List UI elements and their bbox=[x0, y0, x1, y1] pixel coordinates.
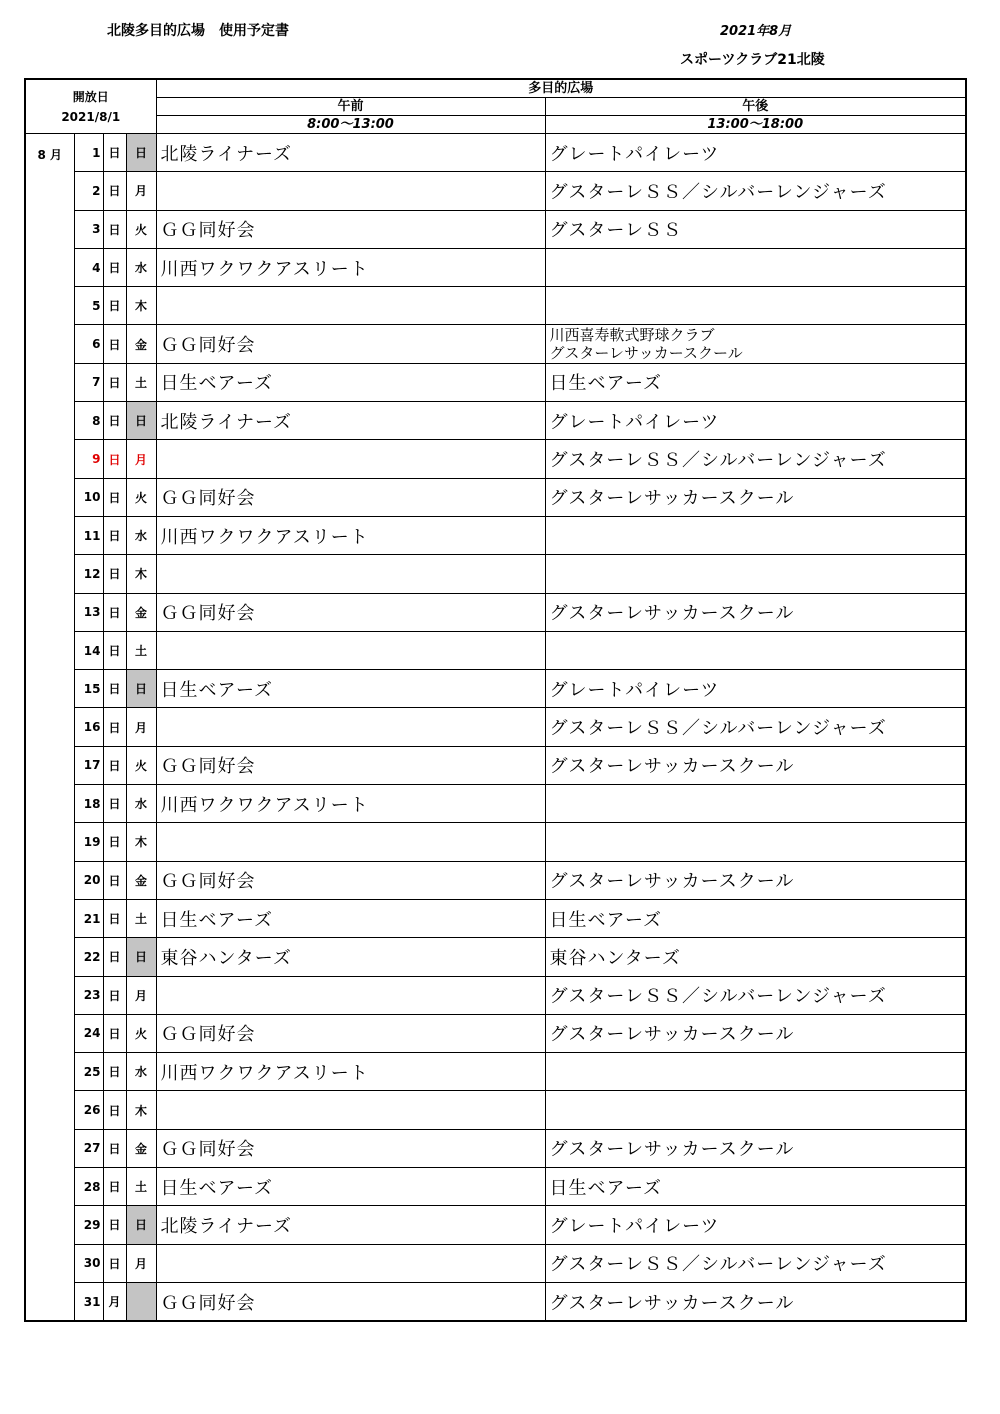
organization-name: スポーツクラブ21北陵 bbox=[680, 52, 825, 68]
am-event bbox=[156, 631, 545, 669]
day-number: 29 bbox=[74, 1206, 103, 1244]
day-number: 25 bbox=[74, 1053, 103, 1091]
day-number: 30 bbox=[74, 1244, 103, 1282]
am-time-header: 8:00～13:00 bbox=[156, 116, 545, 134]
day-suffix: 日 bbox=[103, 248, 126, 286]
pm-event bbox=[545, 248, 966, 286]
am-event: 川西ワクワクアスリート bbox=[156, 785, 545, 823]
day-number: 27 bbox=[74, 1129, 103, 1167]
table-row bbox=[25, 593, 966, 631]
pm-event: グスターレＳＳ bbox=[545, 210, 966, 248]
pm-event: グスターレサッカースクール bbox=[545, 1282, 966, 1321]
day-suffix: 日 bbox=[103, 210, 126, 248]
weekday-cell: 月 bbox=[126, 708, 156, 746]
pm-event: グスターレサッカースクール bbox=[545, 861, 966, 899]
weekday-cell: 日 bbox=[126, 938, 156, 976]
weekday-cell: 土 bbox=[126, 363, 156, 401]
day-number: 9 bbox=[74, 440, 103, 478]
day-suffix: 日 bbox=[103, 325, 126, 363]
table-row bbox=[25, 1129, 966, 1167]
weekday-cell: 日 bbox=[126, 670, 156, 708]
weekday-cell: 日 bbox=[126, 1206, 156, 1244]
day-number: 14 bbox=[74, 631, 103, 669]
table-row bbox=[25, 1168, 966, 1206]
pm-event bbox=[545, 1053, 966, 1091]
am-event: ＧＧ同好会 bbox=[156, 1014, 545, 1052]
weekday-cell: 月 bbox=[126, 440, 156, 478]
day-suffix: 日 bbox=[103, 516, 126, 554]
weekday-cell: 日 bbox=[126, 134, 156, 172]
weekday-cell: 金 bbox=[126, 1129, 156, 1167]
day-suffix: 日 bbox=[103, 1168, 126, 1206]
pm-event: グスターレサッカースクール bbox=[545, 1014, 966, 1052]
table-row bbox=[25, 402, 966, 440]
day-number: 28 bbox=[74, 1168, 103, 1206]
pm-event: グスターレＳＳ／シルバーレンジャーズ bbox=[545, 708, 966, 746]
am-event: ＧＧ同好会 bbox=[156, 1129, 545, 1167]
pm-event: 東谷ハンターズ bbox=[545, 938, 966, 976]
day-suffix: 日 bbox=[103, 593, 126, 631]
am-event bbox=[156, 1244, 545, 1282]
am-event bbox=[156, 555, 545, 593]
day-number: 18 bbox=[74, 785, 103, 823]
schedule-table bbox=[24, 78, 967, 1322]
pm-event bbox=[545, 1091, 966, 1129]
pm-event: グスターレサッカースクール bbox=[545, 593, 966, 631]
day-number: 5 bbox=[74, 287, 103, 325]
pm-header: 午後 bbox=[545, 98, 966, 116]
day-suffix: 月 bbox=[103, 1282, 126, 1321]
table-row bbox=[25, 746, 966, 784]
day-number: 3 bbox=[74, 210, 103, 248]
pm-event bbox=[545, 555, 966, 593]
table-row bbox=[25, 670, 966, 708]
pm-event: グレートパイレーツ bbox=[545, 402, 966, 440]
am-event: 日生ベアーズ bbox=[156, 363, 545, 401]
weekday-cell: 水 bbox=[126, 516, 156, 554]
pm-event: グスターレＳＳ／シルバーレンジャーズ bbox=[545, 976, 966, 1014]
weekday-cell: 木 bbox=[126, 287, 156, 325]
day-suffix: 日 bbox=[103, 1129, 126, 1167]
day-suffix: 日 bbox=[103, 631, 126, 669]
am-event bbox=[156, 287, 545, 325]
day-suffix: 日 bbox=[103, 861, 126, 899]
am-event: 日生ベアーズ bbox=[156, 670, 545, 708]
table-row bbox=[25, 248, 966, 286]
weekday-cell: 水 bbox=[126, 248, 156, 286]
am-event: ＧＧ同好会 bbox=[156, 325, 545, 363]
weekday-cell: 金 bbox=[126, 861, 156, 899]
open-day-label: 開放日 bbox=[72, 89, 109, 104]
am-event bbox=[156, 1091, 545, 1129]
am-event: ＧＧ同好会 bbox=[156, 746, 545, 784]
day-suffix: 日 bbox=[103, 478, 126, 516]
pm-event: グスターレＳＳ／シルバーレンジャーズ bbox=[545, 1244, 966, 1282]
pm-event: グレートパイレーツ bbox=[545, 134, 966, 172]
weekday-cell bbox=[126, 1282, 156, 1321]
weekday-cell: 木 bbox=[126, 823, 156, 861]
am-event: 東谷ハンターズ bbox=[156, 938, 545, 976]
weekday-cell: 月 bbox=[126, 976, 156, 1014]
am-event bbox=[156, 440, 545, 478]
day-suffix: 日 bbox=[103, 823, 126, 861]
am-event bbox=[156, 976, 545, 1014]
pm-event bbox=[545, 631, 966, 669]
pm-event: グスターレサッカースクール bbox=[545, 478, 966, 516]
pm-event: グスターレサッカースクール bbox=[545, 1129, 966, 1167]
pm-event: グレートパイレーツ bbox=[545, 1206, 966, 1244]
am-event: ＧＧ同好会 bbox=[156, 861, 545, 899]
am-event: 北陵ライナーズ bbox=[156, 1206, 545, 1244]
day-suffix: 日 bbox=[103, 402, 126, 440]
pm-event: 日生ベアーズ bbox=[545, 899, 966, 937]
table-row bbox=[25, 1014, 966, 1052]
day-suffix: 日 bbox=[103, 134, 126, 172]
day-suffix: 日 bbox=[103, 363, 126, 401]
pm-event: グレートパイレーツ bbox=[545, 670, 966, 708]
weekday-cell: 土 bbox=[126, 1168, 156, 1206]
day-number: 12 bbox=[74, 555, 103, 593]
day-suffix: 日 bbox=[103, 172, 126, 210]
table-row bbox=[25, 708, 966, 746]
table-row bbox=[25, 1091, 966, 1129]
day-number: 7 bbox=[74, 363, 103, 401]
pm-event bbox=[545, 823, 966, 861]
table-row bbox=[25, 555, 966, 593]
day-number: 4 bbox=[74, 248, 103, 286]
am-event: ＧＧ同好会 bbox=[156, 593, 545, 631]
day-suffix: 日 bbox=[103, 1053, 126, 1091]
day-suffix: 日 bbox=[103, 555, 126, 593]
weekday-cell: 土 bbox=[126, 899, 156, 937]
day-number: 8 bbox=[74, 402, 103, 440]
day-number: 13 bbox=[74, 593, 103, 631]
am-event bbox=[156, 823, 545, 861]
day-number: 15 bbox=[74, 670, 103, 708]
day-suffix: 日 bbox=[103, 976, 126, 1014]
weekday-cell: 火 bbox=[126, 478, 156, 516]
am-event bbox=[156, 708, 545, 746]
day-number: 22 bbox=[74, 938, 103, 976]
weekday-cell: 金 bbox=[126, 593, 156, 631]
am-event: 川西ワクワクアスリート bbox=[156, 516, 545, 554]
day-number: 1 bbox=[74, 134, 103, 172]
day-suffix: 日 bbox=[103, 938, 126, 976]
day-suffix: 日 bbox=[103, 1014, 126, 1052]
weekday-cell: 木 bbox=[126, 1091, 156, 1129]
venue-header: 多目的広場 bbox=[156, 79, 966, 98]
day-suffix: 日 bbox=[103, 670, 126, 708]
weekday-cell: 火 bbox=[126, 746, 156, 784]
day-suffix: 日 bbox=[103, 1206, 126, 1244]
day-number: 24 bbox=[74, 1014, 103, 1052]
table-row bbox=[25, 1282, 966, 1321]
am-event: ＧＧ同好会 bbox=[156, 1282, 545, 1321]
weekday-cell: 金 bbox=[126, 325, 156, 363]
day-suffix: 日 bbox=[103, 746, 126, 784]
am-event bbox=[156, 172, 545, 210]
day-number: 31 bbox=[74, 1282, 103, 1321]
weekday-cell: 土 bbox=[126, 631, 156, 669]
table-row bbox=[25, 325, 966, 363]
table-row bbox=[25, 631, 966, 669]
pm-time-header: 13:00～18:00 bbox=[545, 116, 966, 134]
pm-event: グスターレサッカースクール bbox=[545, 746, 966, 784]
table-row bbox=[25, 516, 966, 554]
pm-event-line: グスターレサッカースクール bbox=[549, 344, 743, 363]
day-number: 11 bbox=[74, 516, 103, 554]
table-row bbox=[25, 976, 966, 1014]
day-number: 6 bbox=[74, 325, 103, 363]
am-event: 川西ワクワクアスリート bbox=[156, 1053, 545, 1091]
day-suffix: 日 bbox=[103, 440, 126, 478]
table-row bbox=[25, 823, 966, 861]
header-row-period bbox=[25, 98, 966, 116]
table-row bbox=[25, 938, 966, 976]
table-row bbox=[25, 478, 966, 516]
day-number: 16 bbox=[74, 708, 103, 746]
day-number: 17 bbox=[74, 746, 103, 784]
am-event: ＧＧ同好会 bbox=[156, 210, 545, 248]
pm-event bbox=[545, 785, 966, 823]
weekday-cell: 日 bbox=[126, 402, 156, 440]
am-event: 北陵ライナーズ bbox=[156, 402, 545, 440]
day-suffix: 日 bbox=[103, 899, 126, 937]
table-row bbox=[25, 1244, 966, 1282]
pm-event-line: 川西喜寿軟式野球クラブ bbox=[549, 326, 715, 345]
month-cell: 8 月 bbox=[25, 134, 74, 1322]
day-suffix: 日 bbox=[103, 708, 126, 746]
open-day-date: 2021/8/1 bbox=[61, 109, 121, 124]
weekday-cell: 火 bbox=[126, 1014, 156, 1052]
table-row bbox=[25, 861, 966, 899]
header-row-time bbox=[25, 116, 966, 134]
weekday-cell: 木 bbox=[126, 555, 156, 593]
am-event: 北陵ライナーズ bbox=[156, 134, 545, 172]
document-title: 北陵多目的広場 使用予定書 bbox=[107, 23, 289, 39]
am-event: 日生ベアーズ bbox=[156, 1168, 545, 1206]
table-row bbox=[25, 134, 966, 172]
table-row bbox=[25, 785, 966, 823]
day-number: 20 bbox=[74, 861, 103, 899]
pm-event bbox=[545, 325, 966, 363]
pm-event: 日生ベアーズ bbox=[545, 1168, 966, 1206]
table-row bbox=[25, 440, 966, 478]
day-number: 21 bbox=[74, 899, 103, 937]
day-suffix: 日 bbox=[103, 287, 126, 325]
day-suffix: 日 bbox=[103, 785, 126, 823]
day-number: 2 bbox=[74, 172, 103, 210]
am-event: 川西ワクワクアスリート bbox=[156, 248, 545, 286]
table-row bbox=[25, 1206, 966, 1244]
weekday-cell: 月 bbox=[126, 1244, 156, 1282]
table-row bbox=[25, 210, 966, 248]
open-day-header bbox=[25, 79, 156, 134]
document-period: 2021年8月 bbox=[720, 24, 792, 39]
day-number: 26 bbox=[74, 1091, 103, 1129]
day-suffix: 日 bbox=[103, 1244, 126, 1282]
weekday-cell: 月 bbox=[126, 172, 156, 210]
day-suffix: 日 bbox=[103, 1091, 126, 1129]
am-event: 日生ベアーズ bbox=[156, 899, 545, 937]
pm-event: グスターレＳＳ／シルバーレンジャーズ bbox=[545, 172, 966, 210]
table-row bbox=[25, 363, 966, 401]
header-row-venue bbox=[25, 79, 966, 98]
table-row bbox=[25, 1053, 966, 1091]
table-row bbox=[25, 172, 966, 210]
table-row bbox=[25, 287, 966, 325]
weekday-cell: 水 bbox=[126, 1053, 156, 1091]
am-event: ＧＧ同好会 bbox=[156, 478, 545, 516]
pm-event bbox=[545, 287, 966, 325]
weekday-cell: 水 bbox=[126, 785, 156, 823]
day-number: 10 bbox=[74, 478, 103, 516]
pm-event bbox=[545, 516, 966, 554]
day-number: 19 bbox=[74, 823, 103, 861]
table-row bbox=[25, 899, 966, 937]
pm-event: 日生ベアーズ bbox=[545, 363, 966, 401]
weekday-cell: 火 bbox=[126, 210, 156, 248]
day-number: 23 bbox=[74, 976, 103, 1014]
pm-event: グスターレＳＳ／シルバーレンジャーズ bbox=[545, 440, 966, 478]
am-header: 午前 bbox=[156, 98, 545, 116]
